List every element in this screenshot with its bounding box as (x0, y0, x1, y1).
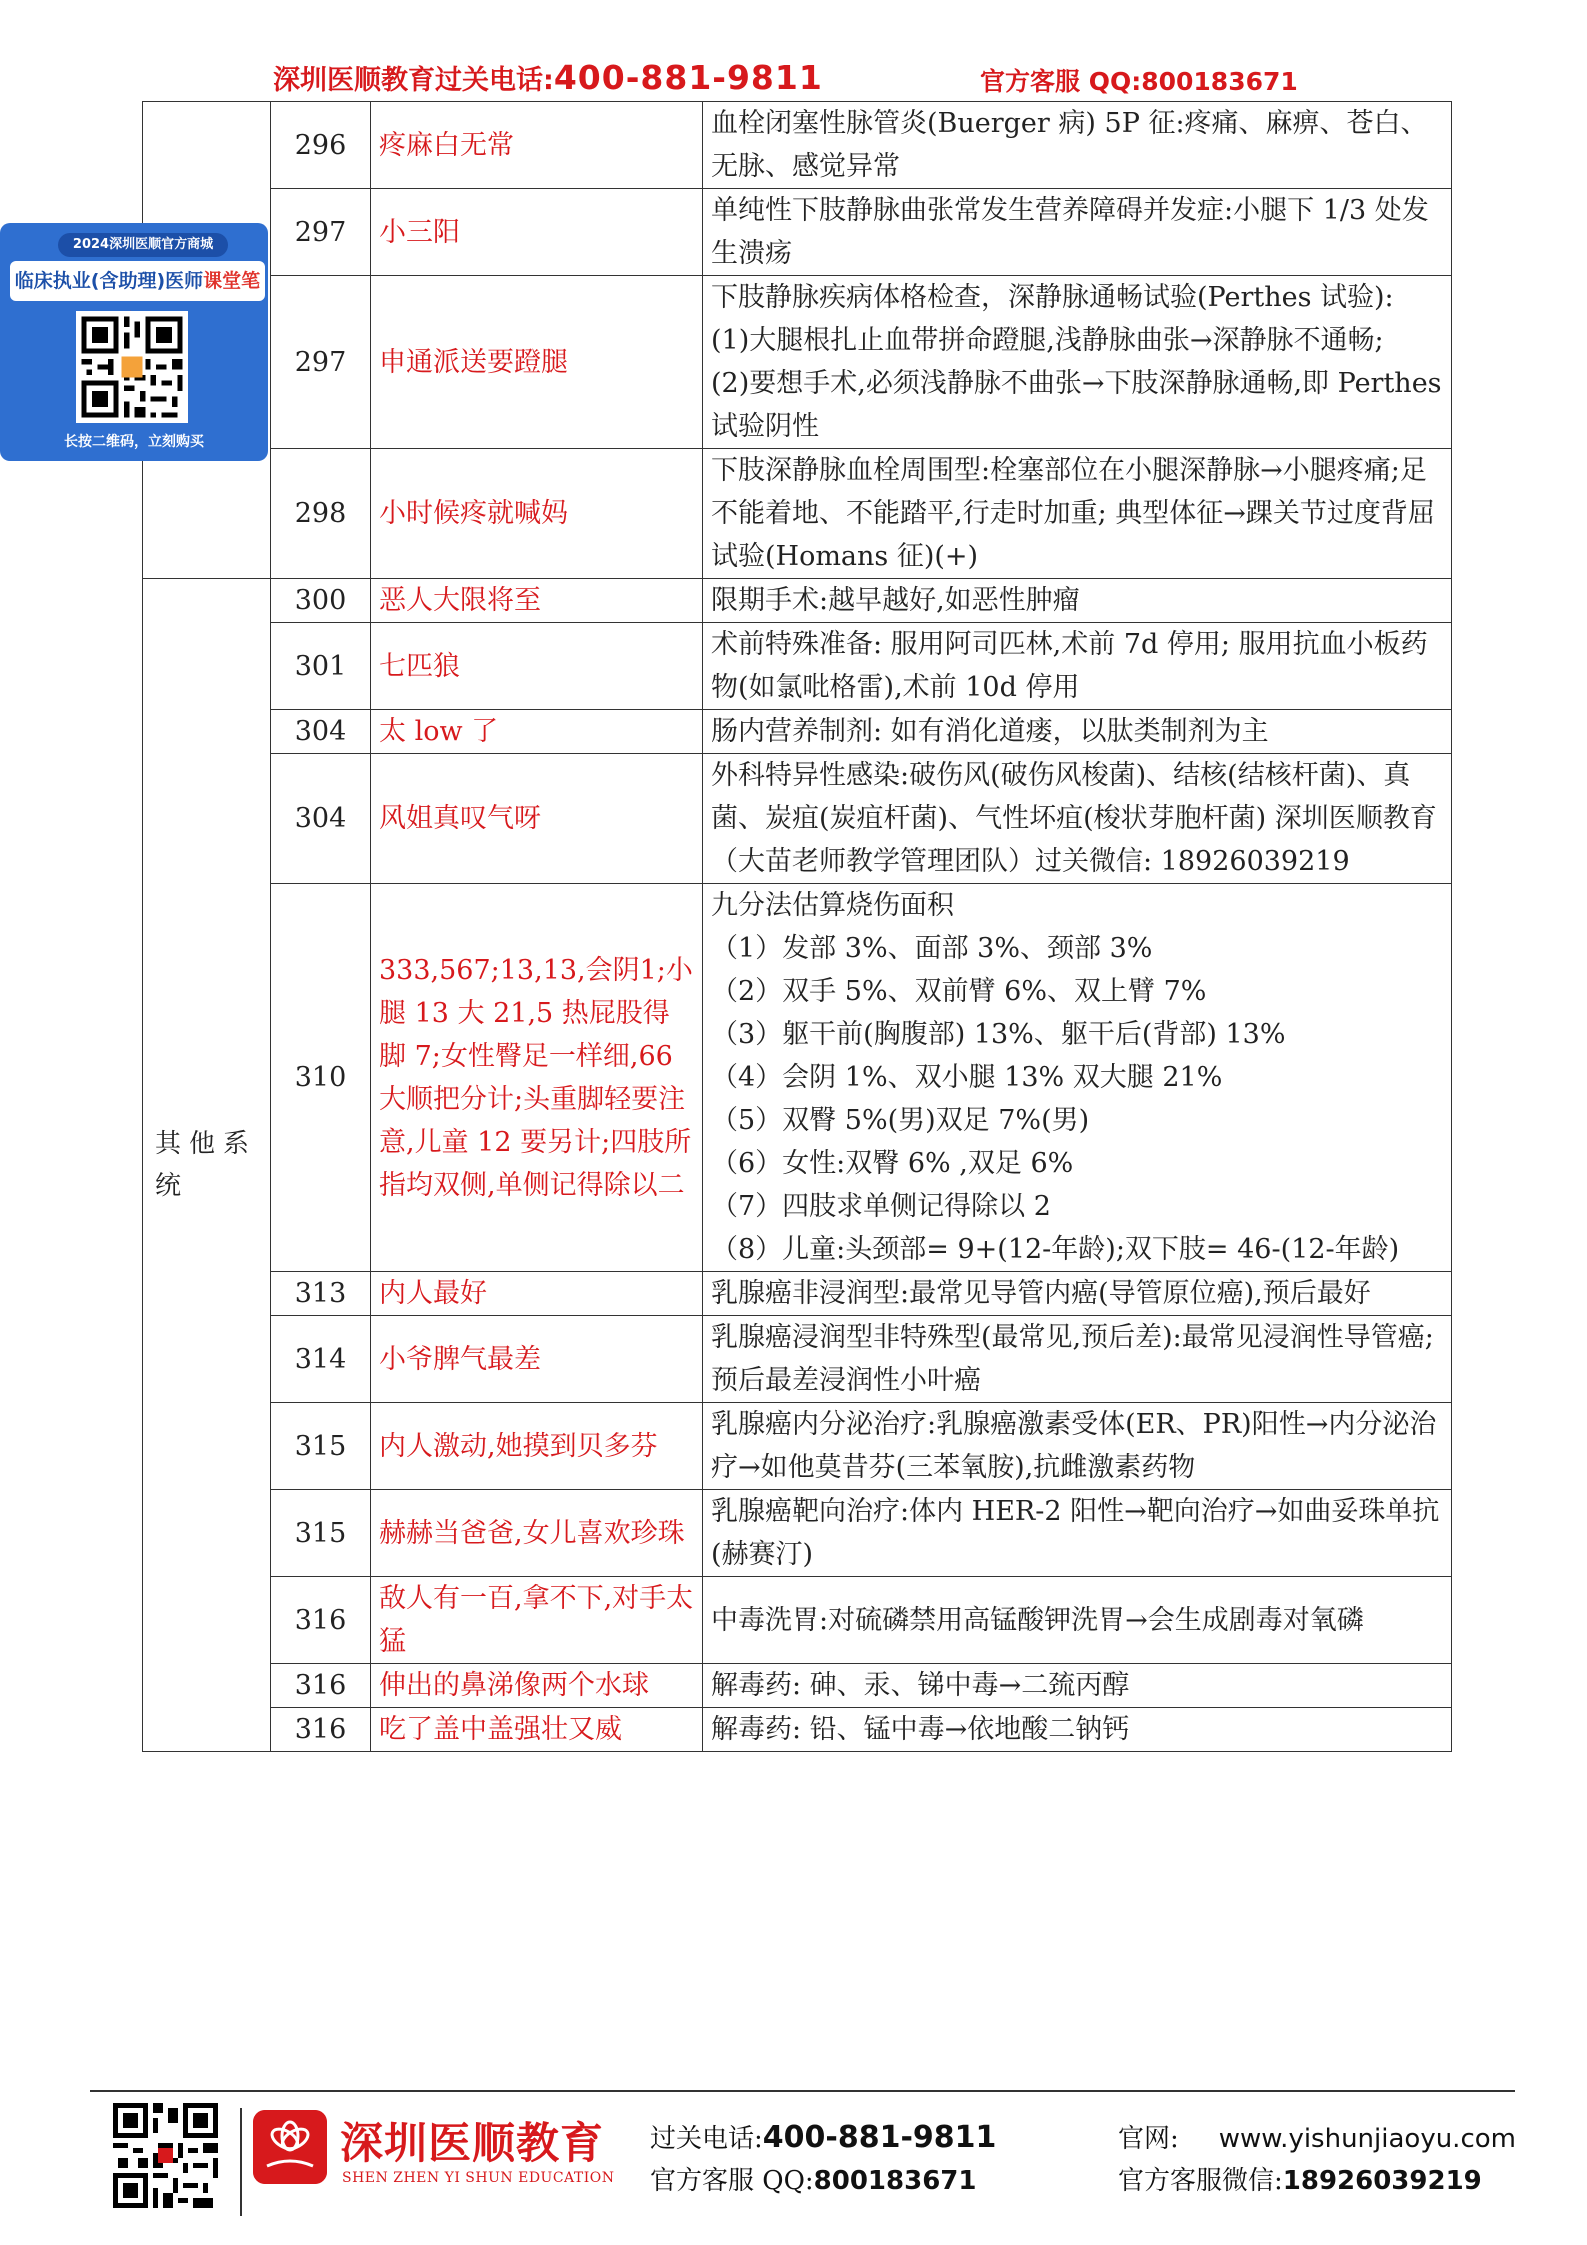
content-cell: 限期手术:越早越好,如恶性肿瘤 (703, 579, 1452, 623)
footer-divider (90, 2090, 1515, 2092)
content-cell: 九分法估算烧伤面积 （1）发部 3%、面部 3%、颈部 3% （2）双手 5%、双前臂 6%、双上臂 7% （3）躯干前(胸腹部) 13%、躯干后(背部) 13% （4）会阴 1%、双小腿 13% 双大腿 21% （5）双臀 5%(男)双足 7%(男) （6）女性:双臀 6% ,双足 6% （7）四肢求单侧记得除以 2 （8）儿童:头颈部= 9+(12-年龄);双下肢= 46-(12-年龄) (703, 884, 1452, 1272)
page-cell: 296 (271, 102, 371, 189)
table-row (143, 710, 1452, 754)
table-row (143, 102, 1452, 189)
mnemonic-cell: 疼麻白无常 (371, 102, 703, 189)
page-cell: 315 (271, 1403, 371, 1490)
content-cell: 术前特殊准备: 服用阿司匹林,术前 7d 停用; 服用抗血小板药物(如氯吡格雷),术前 10d 停用 (703, 623, 1452, 710)
footer-vertical-divider (240, 2108, 242, 2216)
mnemonic-cell: 内人激动,她摸到贝多芬 (371, 1403, 703, 1490)
mnemonic-cell: 太 low 了 (371, 710, 703, 754)
page-cell: 314 (271, 1316, 371, 1403)
mnemonic-cell: 吃了盖中盖强壮又威 (371, 1708, 703, 1752)
page-cell: 301 (271, 623, 371, 710)
promo-note: 长按二维码，立刻购买 (64, 434, 204, 450)
page-cell: 304 (271, 754, 371, 884)
header-qq: 官方客服 QQ:800183671 (980, 67, 1298, 96)
footer-qr-code-icon[interactable] (113, 2103, 218, 2208)
content-cell: 下肢静脉疾病体格检查，深静脉通畅试验(Perthes 试验): (1)大腿根扎止血带拼命蹬腿,浅静脉曲张→深静脉不通畅; (2)要想手术,必须浅静脉不曲张→下肢深静脉通畅,即 Perthes 试验阴性 (703, 276, 1452, 449)
content-cell: 乳腺癌浸润型非特殊型(最常见,预后差):最常见浸润性导管癌;预后最差浸润性小叶癌 (703, 1316, 1452, 1403)
mnemonic-cell: 申通派送要蹬腿 (371, 276, 703, 449)
page-cell: 298 (271, 449, 371, 579)
table-row (143, 449, 1452, 579)
table-row (143, 1316, 1452, 1403)
footer-brand-en: SHEN ZHEN YI SHUN EDUCATION (342, 2170, 615, 2186)
mnemonic-cell: 内人最好 (371, 1272, 703, 1316)
mnemonic-cell: 风姐真叹气呀 (371, 754, 703, 884)
table-row (143, 1664, 1452, 1708)
mnemonic-cell: 敌人有一百,拿不下,对手太猛 (371, 1577, 703, 1664)
table-row (143, 1577, 1452, 1664)
mnemonic-cell: 赫赫当爸爸,女儿喜欢珍珠 (371, 1490, 703, 1577)
content-cell: 下肢深静脉血栓周围型:栓塞部位在小腿深静脉→小腿疼痛;足不能着地、不能踏平,行走时加重; 典型体征→踝关节过度背屈试验(Homans 征)(+) (703, 449, 1452, 579)
page-cell: 300 (271, 579, 371, 623)
mnemonic-cell: 小时候疼就喊妈 (371, 449, 703, 579)
content-cell: 乳腺癌内分泌治疗:乳腺癌激素受体(ER、PR)阳性→内分泌治疗→如他莫昔芬(三苯氧胺),抗雌激素药物 (703, 1403, 1452, 1490)
mnemonic-cell: 333,567;13,13,会阴1;小腿 13 大 21,5 热屁股得脚 7;女性臀足一样细,66 大顺把分计;头重脚轻要注意,儿童 12 要另计;四肢所指均双侧,单侧记得除以二 (371, 884, 703, 1272)
table-row (143, 884, 1452, 1272)
footer-qq: 官方客服 QQ:800183671 (650, 2166, 977, 2196)
content-cell: 解毒药: 砷、汞、锑中毒→二巯丙醇 (703, 1664, 1452, 1708)
page-cell: 316 (271, 1664, 371, 1708)
content-cell: 乳腺癌非浸润型:最常见导管内癌(导管原位癌),预后最好 (703, 1272, 1452, 1316)
page-cell: 316 (271, 1577, 371, 1664)
page-cell: 297 (271, 276, 371, 449)
footer-site[interactable]: 官网: www.yishunjiaoyu.com (1118, 2124, 1516, 2154)
page-cell: 313 (271, 1272, 371, 1316)
promo-top-label: 2024深圳医顺官方商城 (58, 233, 228, 257)
page-cell: 316 (271, 1708, 371, 1752)
table-row (143, 1272, 1452, 1316)
table-row (143, 1403, 1452, 1490)
content-cell: 血栓闭塞性脉管炎(Buerger 病) 5P 征:疼痛、麻痹、苍白、无脉、感觉异常 (703, 102, 1452, 189)
page-cell: 297 (271, 189, 371, 276)
page-header (0, 58, 1587, 102)
table-row (143, 276, 1452, 449)
content-cell: 解毒药: 铅、锰中毒→依地酸二钠钙 (703, 1708, 1452, 1752)
page-cell: 315 (271, 1490, 371, 1577)
mnemonic-cell: 伸出的鼻涕像两个水球 (371, 1664, 703, 1708)
table-row (143, 623, 1452, 710)
table-row (143, 1708, 1452, 1752)
page-cell: 304 (271, 710, 371, 754)
mnemonic-cell: 七匹狼 (371, 623, 703, 710)
table-row (143, 1490, 1452, 1577)
promo-title: 临床执业(含助理)医师课堂笔 (10, 261, 265, 301)
footer-brand: 深圳医顺教育 (340, 2119, 604, 2169)
content-cell: 单纯性下肢静脉曲张常发生营养障碍并发症:小腿下 1/3 处发生溃疡 (703, 189, 1452, 276)
content-cell: 肠内营养制剂: 如有消化道瘘，以肽类制剂为主 (703, 710, 1452, 754)
promo-sticker[interactable] (0, 223, 268, 461)
table-row (143, 579, 1452, 623)
table-row (143, 754, 1452, 884)
mnemonic-table (142, 101, 1452, 1752)
content-cell: 中毒洗胃:对硫磷禁用高锰酸钾洗胃→会生成剧毒对氧磷 (703, 1577, 1452, 1664)
header-phone: 深圳医顺教育过关电话:400-881-9811 (273, 58, 823, 97)
qr-code-icon[interactable] (76, 311, 188, 423)
mnemonic-cell: 小爷脾气最差 (371, 1316, 703, 1403)
content-cell: 乳腺癌靶向治疗:体内 HER-2 阳性→靶向治疗→如曲妥珠单抗(赫赛汀) (703, 1490, 1452, 1577)
page-cell: 310 (271, 884, 371, 1272)
content-cell: 外科特异性感染:破伤风(破伤风梭菌)、结核(结核杆菌)、真菌、炭疽(炭疽杆菌)、气性坏疽(梭状芽胞杆菌) 深圳医顺教育（大苗老师教学管理团队）过关微信: 18926039219 (703, 754, 1452, 884)
mnemonic-cell: 小三阳 (371, 189, 703, 276)
table-row (143, 189, 1452, 276)
footer-phone: 过关电话:400-881-9811 (650, 2120, 997, 2155)
footer-wechat: 官方客服微信:18926039219 (1118, 2166, 1482, 2196)
mnemonic-cell: 恶人大限将至 (371, 579, 703, 623)
brand-logo-icon (253, 2110, 327, 2184)
system-cell: 其他系统 (143, 579, 271, 1752)
